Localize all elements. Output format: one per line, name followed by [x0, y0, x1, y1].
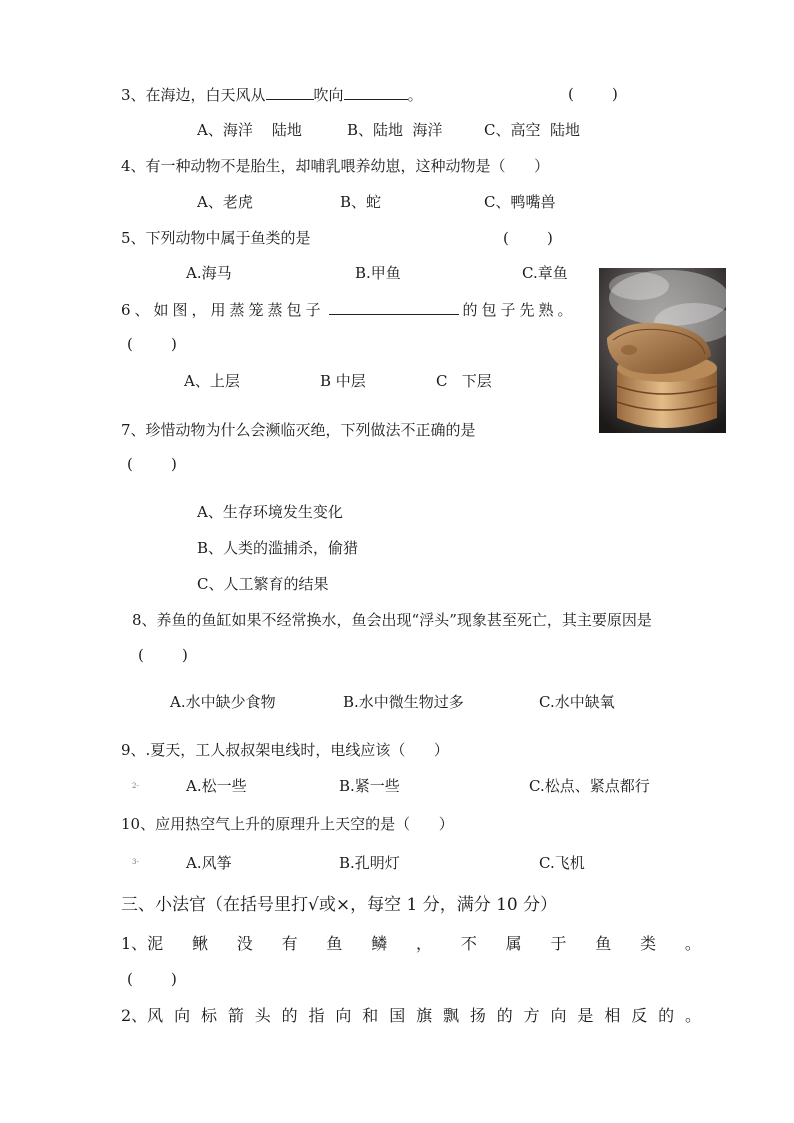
j2-char: 2、风: [121, 1006, 164, 1025]
j1-char: 鱼: [595, 934, 612, 953]
j1-char: 有: [281, 934, 298, 953]
q6-option-a[interactable]: A、上层: [184, 372, 240, 390]
q6-blank[interactable]: [329, 299, 459, 315]
j1-char: 不: [460, 934, 477, 953]
j2-char: 向: [335, 1006, 352, 1025]
q8-answer-paren[interactable]: ( ): [138, 646, 188, 664]
q4-option-a[interactable]: A、老虎: [197, 193, 253, 211]
q5-stem: 5、下列动物中属于鱼类的是: [121, 229, 311, 247]
q9-option-c[interactable]: C.松点、紧点都行: [529, 777, 650, 795]
j1-char: 类: [640, 934, 657, 953]
j1-char: 于: [550, 934, 567, 953]
q3-option-c[interactable]: C、高空 陆地: [484, 121, 581, 139]
judge-1-stem: [121, 934, 701, 954]
j1-char: 。: [684, 934, 701, 953]
q3-blank-1[interactable]: [266, 84, 314, 100]
q6-suffix: 的包子先熟。: [462, 301, 577, 319]
j1-char: ，: [416, 934, 433, 953]
q10-marker: 3-: [132, 858, 139, 866]
j2-char: 相: [604, 1006, 621, 1025]
j2-char: 向: [174, 1006, 191, 1025]
q5-answer-paren[interactable]: ( ): [503, 229, 553, 247]
q9-stem: 9、.夏天，工人叔叔架电线时，电线应该（ ）: [121, 741, 449, 759]
j2-char: 和: [362, 1006, 379, 1025]
j2-char: 是: [577, 1006, 594, 1025]
q7-option-c[interactable]: C、人工繁育的结果: [197, 575, 329, 593]
j2-char: 指: [308, 1006, 325, 1025]
q4-option-b[interactable]: B、蛇: [340, 193, 382, 211]
q8-option-b[interactable]: B.水中微生物过多: [343, 693, 464, 711]
q6-prefix: 6、如图，用蒸笼蒸包子: [121, 301, 325, 319]
q6-stem: [121, 299, 577, 320]
steamer-photo: [599, 268, 726, 433]
j2-char: 的: [496, 1006, 513, 1025]
q9-option-b[interactable]: B.紧一些: [339, 777, 400, 795]
q8-option-c[interactable]: C.水中缺氧: [539, 693, 615, 711]
q10-option-c[interactable]: C.飞机: [539, 854, 585, 872]
q3-stem: [121, 84, 423, 105]
q6-option-b[interactable]: B 中层: [320, 372, 366, 390]
q3-option-b[interactable]: B、陆地 海洋: [347, 121, 443, 139]
q3-blank-2[interactable]: [344, 84, 408, 100]
q9-option-a[interactable]: A.松一些: [186, 777, 247, 795]
section-3-title: 三、小法官（在括号里打√或×，每空 1 分，满分 10 分）: [121, 895, 558, 915]
j1-char: 属: [505, 934, 522, 953]
j2-char: 反: [631, 1006, 648, 1025]
j1-char: 1、泥: [121, 934, 164, 953]
q10-option-a[interactable]: A.风筝: [186, 854, 232, 872]
q5-option-c[interactable]: C.章鱼: [522, 264, 568, 282]
q7-option-a[interactable]: A、生存环境发生变化: [197, 503, 343, 521]
j1-char: 鱼: [326, 934, 343, 953]
q3-mid: 吹向: [313, 86, 344, 104]
j2-char: 飘: [442, 1006, 459, 1025]
q10-stem: 10、应用热空气上升的原理升上天空的是（ ）: [121, 815, 454, 833]
q4-stem: 4、有一种动物不是胎生，却哺乳喂养幼崽，这种动物是（ ）: [121, 157, 550, 175]
q5-option-b[interactable]: B.甲鱼: [355, 264, 401, 282]
q8-stem: 8、养鱼的鱼缸如果不经常换水，鱼会出现“浮头”现象甚至死亡，其主要原因是: [132, 611, 652, 629]
q3-option-a[interactable]: A、海洋 陆地: [197, 121, 302, 139]
j2-char: 箭: [227, 1006, 244, 1025]
q10-option-b[interactable]: B.孔明灯: [339, 854, 400, 872]
q6-option-c[interactable]: C 下层: [436, 372, 492, 390]
j1-char: 鳅: [191, 934, 208, 953]
q3-suffix: 。: [407, 86, 423, 104]
judge-1-answer-paren[interactable]: ( ): [127, 970, 177, 988]
q9-marker: 2-: [132, 782, 139, 790]
q5-option-a[interactable]: A.海马: [186, 264, 232, 282]
j2-char: 头: [254, 1006, 271, 1025]
q7-stem: 7、珍惜动物为什么会濒临灭绝，下列做法不正确的是: [121, 421, 476, 439]
j2-char: 的: [658, 1006, 675, 1025]
q3-answer-paren[interactable]: ( ): [568, 85, 618, 103]
j2-char: 标: [200, 1006, 217, 1025]
j2-char: 。: [684, 1006, 701, 1025]
j2-char: 扬: [469, 1006, 486, 1025]
q3-prefix: 3、在海边，白天风从: [121, 86, 266, 104]
q6-answer-paren[interactable]: ( ): [127, 335, 177, 353]
j1-char: 没: [236, 934, 253, 953]
q8-option-a[interactable]: A.水中缺少食物: [170, 693, 276, 711]
q7-option-b[interactable]: B、人类的滥捕杀，偷猎: [197, 539, 359, 557]
j2-char: 向: [550, 1006, 567, 1025]
j1-char: 鳞: [371, 934, 388, 953]
j2-char: 的: [281, 1006, 298, 1025]
q4-option-c[interactable]: C、鸭嘴兽: [484, 193, 556, 211]
j2-char: 方: [523, 1006, 540, 1025]
judge-2-stem: [121, 1006, 701, 1026]
j2-char: 旗: [416, 1006, 433, 1025]
j2-char: 国: [389, 1006, 406, 1025]
q7-answer-paren[interactable]: ( ): [127, 455, 177, 473]
